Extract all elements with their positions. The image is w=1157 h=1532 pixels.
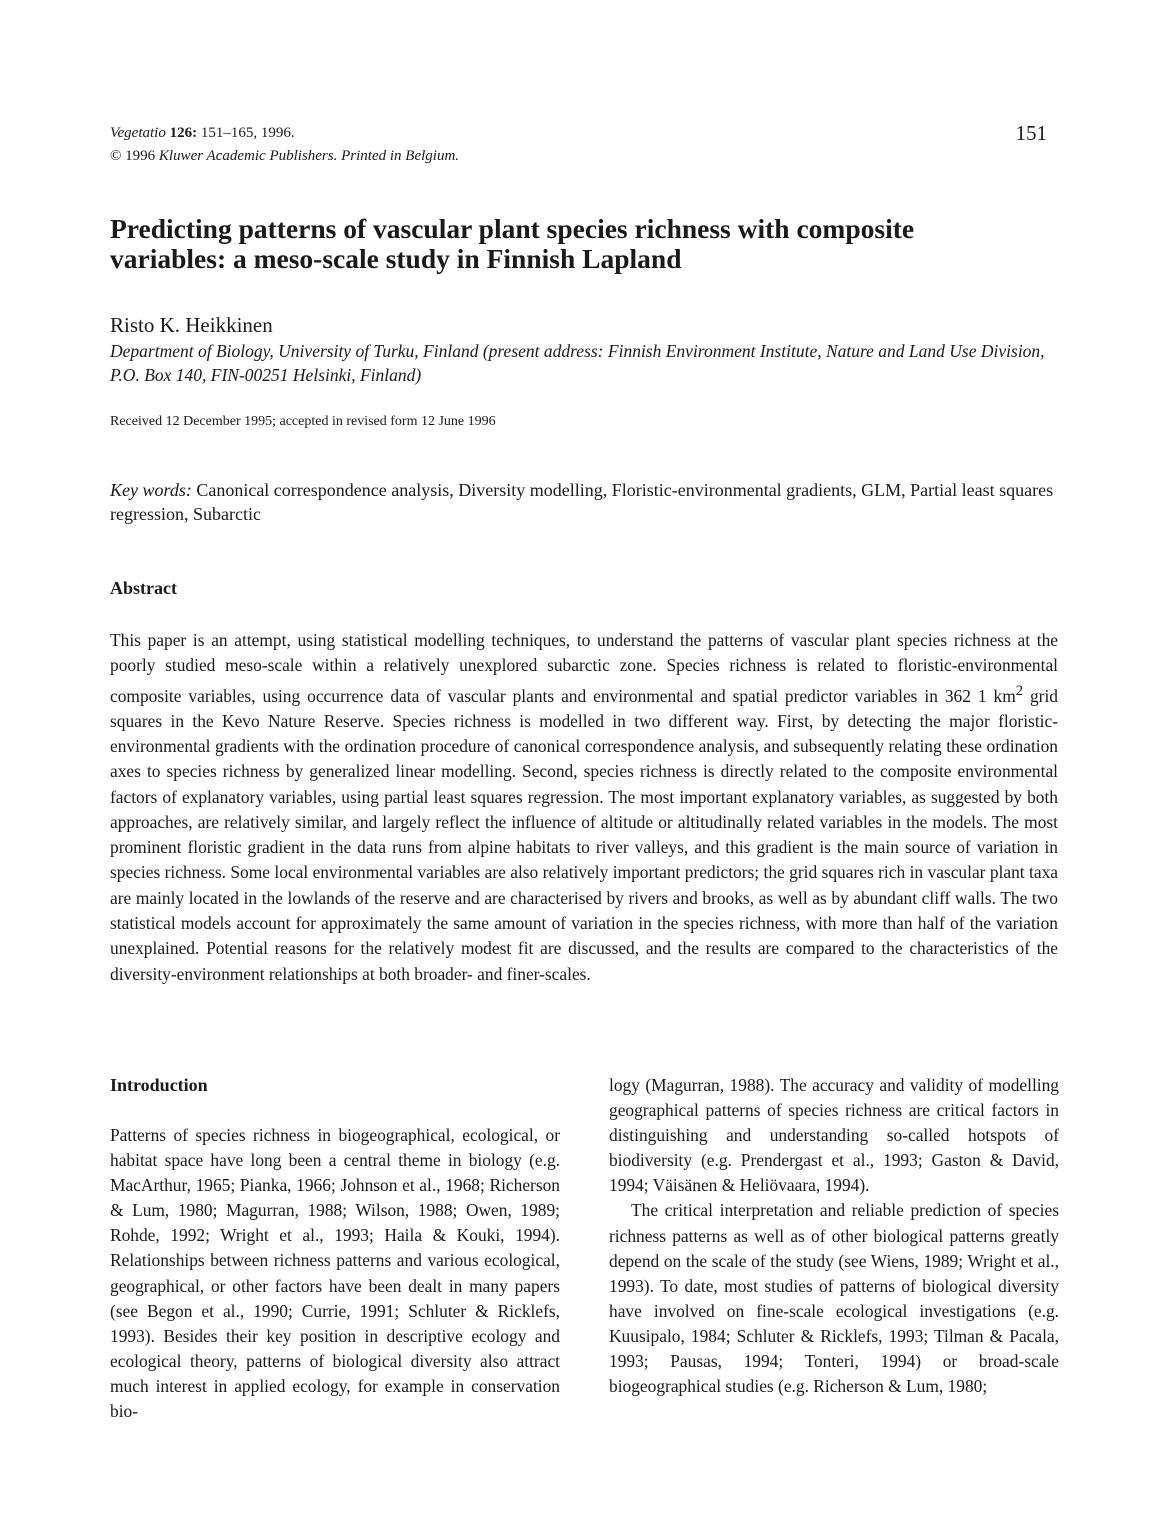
publisher-name: Kluwer Academic Publishers. — [158, 148, 338, 164]
keywords-label: Key words: — [110, 480, 192, 500]
journal-citation — [110, 123, 295, 144]
copyright-line — [110, 146, 459, 167]
introduction-paragraph-continued: logy (Magurran, 1988). The accuracy and validity of modelling geographical patterns of species richness are critical factors in distinguishing and understanding so-called hotspots of biodiversity (e.g. Prendergast et al., 1993; Gaston & David, 1994; Väisänen & Heliövaara, 1994). — [609, 1075, 1059, 1196]
left-column — [110, 1073, 560, 1424]
introduction-paragraph-1: Patterns of species richness in biogeographical, ecological, or habitat space have long been a central theme in biology (e.g. MacArthur, 1965; Pianka, 1966; Johnson et al., 1968; Richerson & Lum, 1980; Magurran, 1988; Wilson, 1988; Owen, 1989; Rohde, 1992; Wright et al., 1993; Haila & Kouki, 1994). Relationships between richness patterns and various ecological, geographical, or other factors have been dealt in many papers (see Begon et al., 1990; Currie, 1991; Schluter & Ricklefs, 1993). Besides their key position in descriptive ecology and ecological theory, patterns of biological diversity also attract much interest in applied ecology, for example in conservation bio- — [110, 1125, 560, 1422]
abstract-text-part2: grid squares in the Kevo Nature Reserve. Species richness is modelled in two different way. First, by detecting the major floristic-environmental gradients with the ordination procedure of canonical correspondence analysis, and subsequently relating these ordination axes to species richness by generalized linear modelling. Second, species richness is directly related to the composite environmental factors of explanatory variables, using partial least squares regression. The most important explanatory variables, as suggested by both approaches, are relatively similar, and largely reflect the influence of altitude or altitudinally related variables in the models. The most prominent floristic gradient in the data runs from alpine habitats to river valleys, and this gradient is the main source of variation in species richness. Some local environmental variables are also relatively important predictors; the grid squares rich in vascular plant taxa are mainly located in the lowlands of the reserve and are characterised by rivers and brooks, as well as by abundant cliff walls. The two statistical models account for approximately the same amount of variation in the species richness, with more than half of the variation unexplained. Potential reasons for the relatively modest fit are discussed, and the results are compared to the characteristics of the diversity-environment relationships at both broader- and finer-scales. — [110, 685, 1058, 984]
abstract-text-part1: This paper is an attempt, using statistical modelling techniques, to understand the patterns of vascular plant species richness at the poorly studied meso-scale within a relatively unexplored subarctic zone. Species richness is related to floristic-environmental composite variables, using occurrence data of vascular plants and environmental and spatial predictor variables in 362 1 km — [110, 630, 1058, 706]
journal-volume: 126: — [169, 125, 198, 141]
abstract-heading: Abstract — [110, 578, 177, 598]
keywords — [110, 478, 1060, 526]
journal-pages-year: 151–165, 1996. — [200, 125, 295, 141]
abstract-body — [110, 628, 1058, 987]
journal-name: Vegetatio — [110, 125, 166, 141]
paper-title: Predicting patterns of vascular plant species richness with composite variables: a meso-scale study in Finnish Lapland — [110, 213, 915, 274]
introduction-heading: Introduction — [110, 1075, 208, 1095]
author-name: Risto K. Heikkinen — [110, 313, 273, 337]
received-date: Received 12 December 1995; accepted in revised form 12 June 1996 — [110, 414, 496, 429]
copyright-symbol: © — [110, 148, 122, 164]
author-affiliation: Department of Biology, University of Turku, Finland (present address: Finnish Environment Institute, Nature and Land Use Division, P.O. Box 140, FIN-00251 Helsinki, Finland) — [110, 341, 1045, 385]
printed-location: Printed in Belgium. — [341, 148, 460, 164]
introduction-paragraph-2: The critical interpretation and reliable prediction of species richness patterns as well as of other biological patterns greatly depend on the scale of the study (see Wiens, 1989; Wright et al., 1993). To date, most studies of patterns of biological diversity have involved on fine-scale ecological investigations (e.g. Kuusipalo, 1984; Schluter & Ricklefs, 1993; Tilman & Pacala, 1993; Pausas, 1994; Tonteri, 1994) or broad-scale biogeographical studies (e.g. Richerson & Lum, 1980; — [609, 1200, 1059, 1397]
right-column — [609, 1073, 1059, 1399]
abstract-superscript: 2 — [1015, 682, 1024, 699]
keywords-text: Canonical correspondence analysis, Diversity modelling, Floristic-environmental gradients, GLM, Partial least squares regression, Subarctic — [110, 480, 1054, 524]
copyright-year: 1996 — [125, 148, 156, 164]
page-number: 151 — [1015, 121, 1047, 145]
